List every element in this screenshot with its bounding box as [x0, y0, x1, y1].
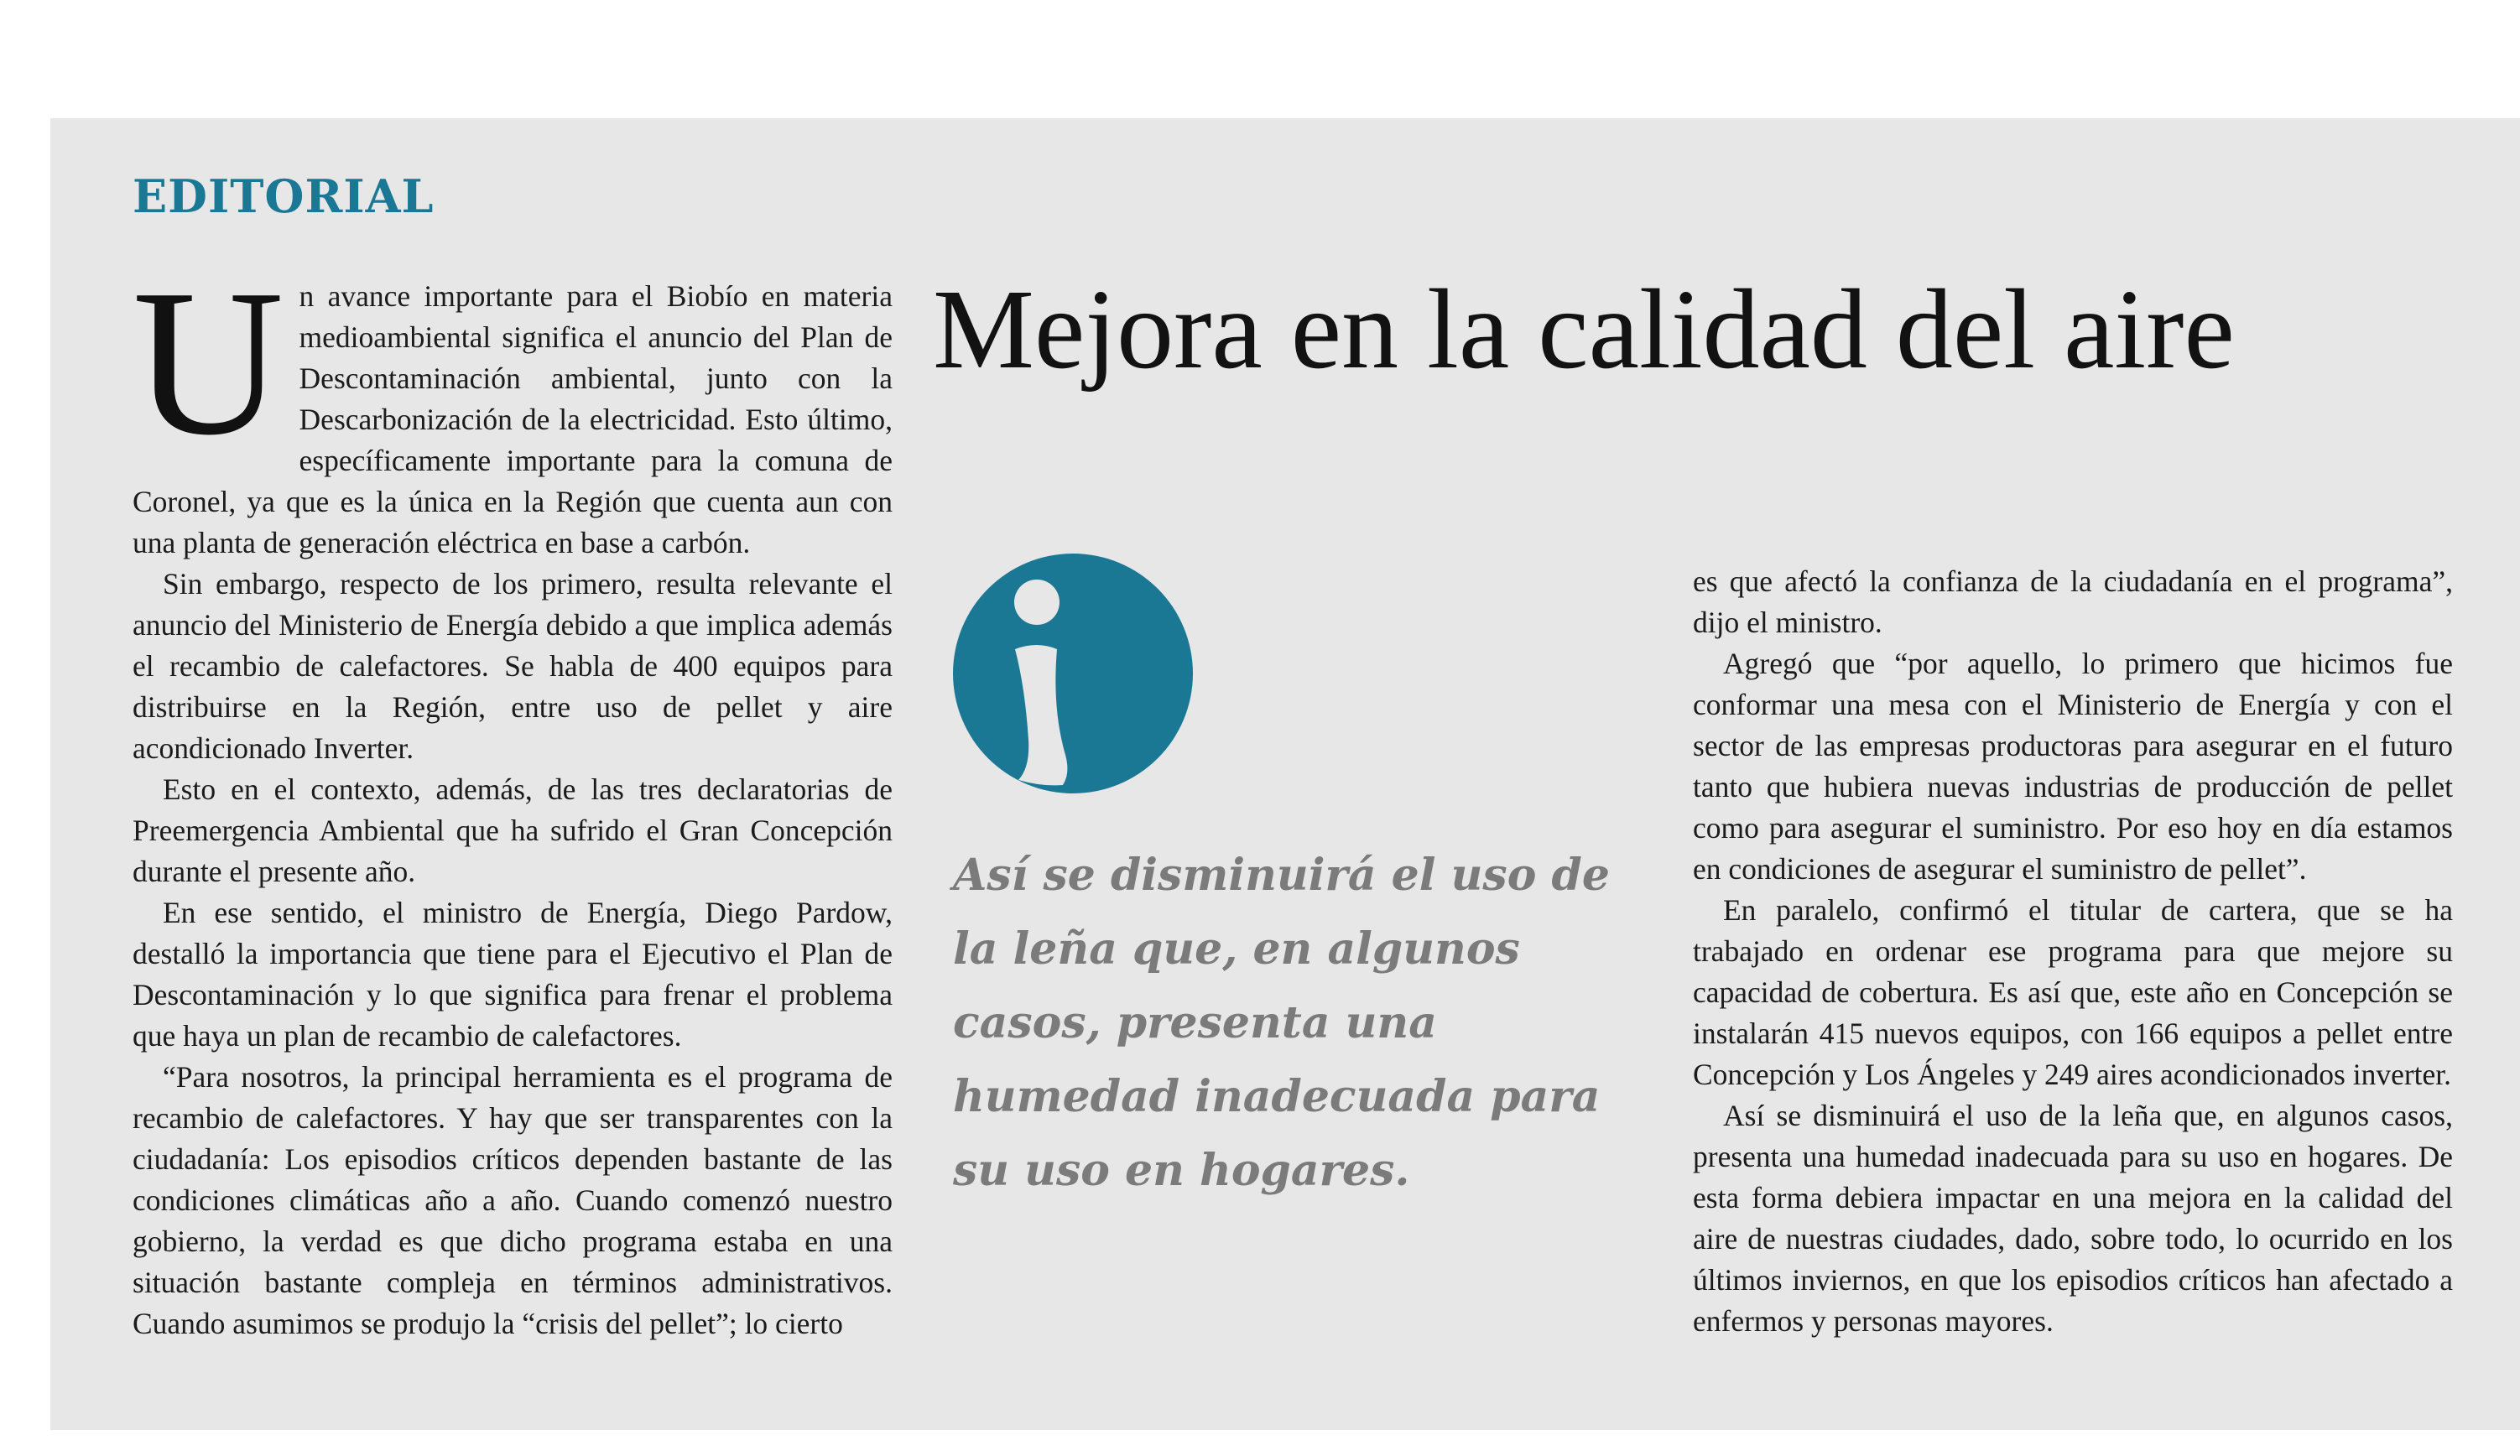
info-icon: [953, 554, 1193, 793]
paragraph: Sin embargo, respecto de los primero, resulta relevante el anuncio del Ministerio de Energía debido a que implica además el recambio de calefactores. Se habla de 400 equipos para distribuirse en la Región, entre uso de pellet y aire acondicionado Inverter.: [133, 567, 893, 765]
paragraph: Así se disminuirá el uso de la leña que, en algunos casos, presenta una humedad inadecuada para su uso en hogares. De esta forma debiera impactar en una mejora en la calidad del aire de nuestras ciudades, dado, sobre todo, lo ocurrido en los últimos inviernos, en que los episodios críticos han afectado a enfermos y personas mayores.: [1693, 1099, 2453, 1338]
paragraph: Esto en el contexto, además, de las tres declaratorias de Preemergencia Ambiental que ha sufrido el Gran Concepción durante el presente año.: [133, 772, 893, 888]
paragraph: En paralelo, confirmó el titular de cartera, que se ha trabajado en ordenar ese programa para que mejore su capacidad de cobertura. Es así que, este año en Concepción se instalarán 415 nuevos equipos, con 166 equipos a pellet entre Concepción y Los Ángeles y 249 aires acondicionados inverter.: [1693, 893, 2453, 1091]
paragraph: n avance importante para el Biobío en materia medioambiental significa el anuncio del Plan de Descontaminación ambiental, junto con la Descarbonización de la electricidad. Esto último, específicamente importante para la comuna de Coronel, ya que es la única en la Región que cuenta aun con una planta de generación eléctrica en base a carbón.: [133, 279, 893, 559]
section-label: EDITORIAL: [133, 169, 435, 223]
pull-quote: Así se disminuirá el uso de la leña que, en algunos casos, presenta una humedad inadecuada para su uso en hogares.: [953, 850, 1610, 1196]
left-column: [133, 247, 893, 1344]
headline: Mejora en la calidad del aire: [933, 267, 2235, 393]
paragraph: es que afectó la confianza de la ciudadanía en el programa”, dijo el ministro.: [1693, 564, 2453, 639]
paragraph: “Para nosotros, la principal herramienta es el programa de recambio de calefactores. Y hay que ser transparentes con la ciudadanía: Los episodios críticos dependen bastante de las condiciones climáticas año a año. Cuando comenzó nuestro gobierno, la verdad es que dicho programa estaba en una situación bastante compleja en términos administrativos. Cuando asumimos se produjo la “crisis del pellet”; lo cierto: [133, 1060, 893, 1340]
right-column: [1693, 561, 2453, 1342]
paragraph: Agregó que “por aquello, lo primero que hicimos fue conformar una mesa con el Ministerio de Energía y con el sector de las empresas productoras para asegurar en el futuro tanto que hubiera nuevas industrias de producción de pellet como para asegurar el suministro. Por eso hoy en día estamos en condiciones de asegurar el suministro de pellet”.: [1693, 647, 2453, 886]
drop-cap: U: [133, 247, 284, 479]
paragraph: En ese sentido, el ministro de Energía, Diego Pardow, destalló la importancia que tiene para el Ejecutivo el Plan de Descontaminación y lo que significa para frenar el problema que haya un plan de recambio de calefactores.: [133, 896, 893, 1053]
